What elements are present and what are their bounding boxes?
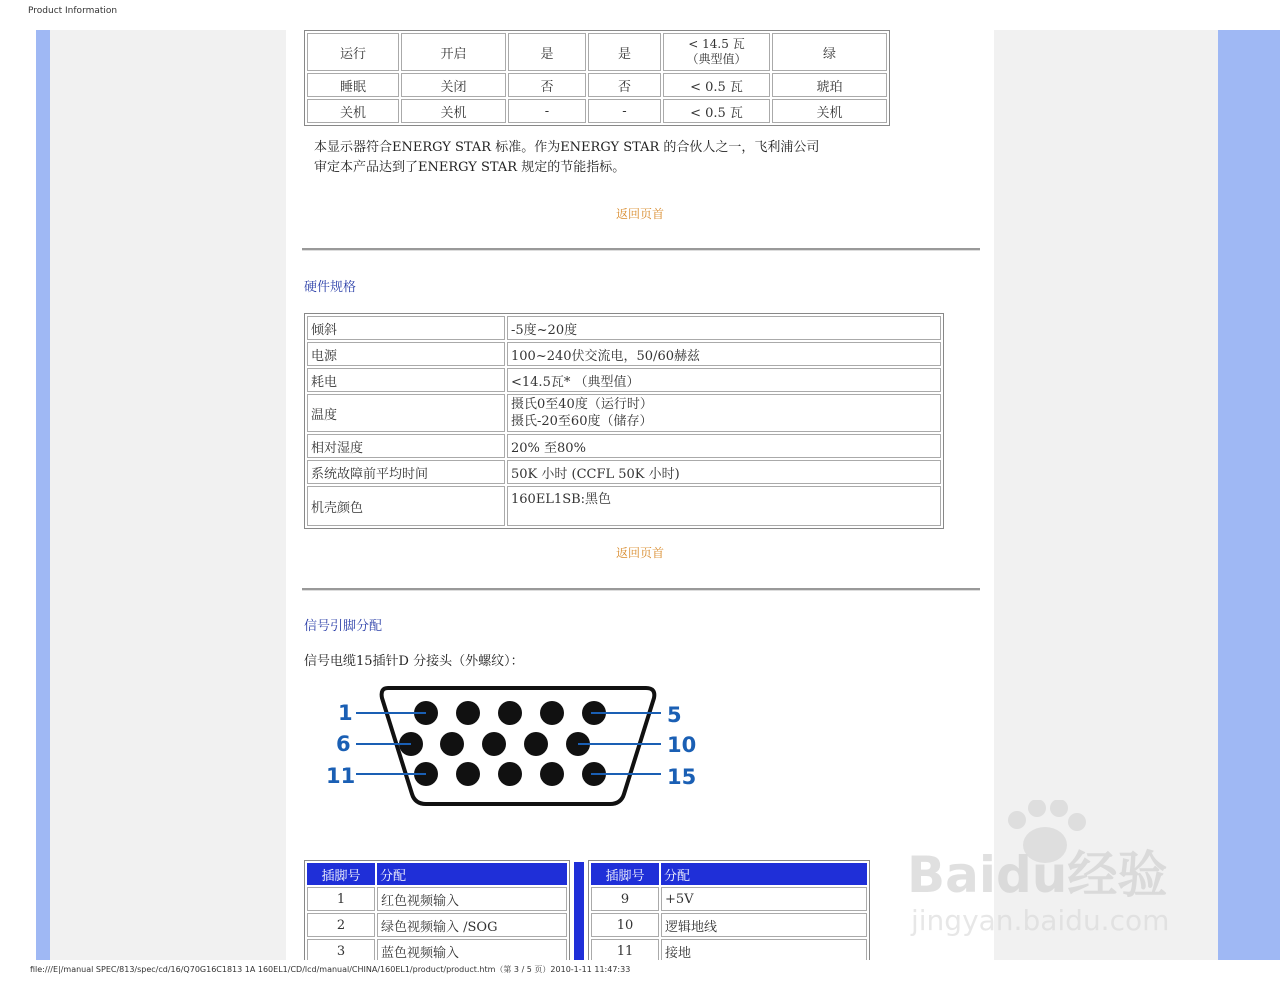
pin-14 (540, 762, 564, 786)
pin-label-1: 1 (338, 701, 353, 725)
print-footer: file:///E|/manual SPEC/813/spec/cd/16/Q70G16C1813 1A 160EL1/CD/lcd/manual/CHINA/160EL1/product/product.htm（第 3 / 5 页）2010-1-11 11:47:33 (30, 965, 631, 974)
table-row (307, 73, 887, 97)
spec-value: <14.5瓦* （典型值） (507, 368, 941, 392)
table-row (307, 99, 887, 123)
spec-value: 20% 至80% (507, 434, 941, 458)
table-cell: 睡眠 (307, 73, 399, 97)
pin-assignment: 逻辑地线 (661, 913, 867, 937)
spec-value: 160EL1SB:黑色 (507, 486, 941, 526)
table-cell: 关机 (772, 99, 887, 123)
back-to-top-link[interactable]: 返回页首 (616, 546, 665, 560)
table-cell: 是 (508, 33, 586, 71)
pin-label-6: 6 (336, 732, 351, 756)
left-gray-margin (50, 30, 286, 960)
table-row (307, 33, 887, 71)
table-row (307, 939, 567, 960)
column-header: 分配 (661, 863, 867, 885)
table-row (307, 887, 567, 911)
page-content (286, 30, 994, 960)
table-header-row (591, 863, 867, 885)
energy-star-paragraph (314, 138, 874, 178)
spec-key: 机壳颜色 (307, 486, 505, 526)
power-management-table (304, 30, 890, 126)
section-divider (302, 588, 980, 591)
pin-label-15: 15 (667, 765, 697, 789)
spec-value: -5度~20度 (507, 316, 941, 340)
table-row (307, 368, 941, 392)
spec-key: 电源 (307, 342, 505, 366)
table-row (307, 434, 941, 458)
left-blue-margin (36, 30, 50, 960)
spec-value: 摄氏0至40度（运行时） 摄氏-20至60度（储存） (507, 394, 941, 432)
spec-key: 系统故障前平均时间 (307, 460, 505, 484)
spec-key: 耗电 (307, 368, 505, 392)
column-header: 插脚号 (591, 863, 659, 885)
table-cell: - (588, 99, 661, 123)
table-cell: < 14.5 瓦 （典型值） (663, 33, 770, 71)
table-cell: 关机 (307, 99, 399, 123)
table-row (591, 939, 867, 960)
table-cell: 运行 (307, 33, 399, 71)
table-row (591, 887, 867, 911)
spec-value: 50K 小时 (CCFL 50K 小时) (507, 460, 941, 484)
table-cell: 否 (588, 73, 661, 97)
table-row (307, 486, 941, 526)
hardware-spec-heading: 硬件规格 (304, 280, 357, 295)
table-cell: 是 (588, 33, 661, 71)
pin-number: 10 (591, 913, 659, 937)
table-row (307, 394, 941, 432)
cable-description: 信号电缆15插针D 分接头（外螺纹）： (304, 654, 524, 669)
table-cell: < 0.5 瓦 (663, 99, 770, 123)
spec-key: 温度 (307, 394, 505, 432)
table-separator (574, 862, 584, 960)
hardware-spec-table (304, 313, 944, 529)
pin-3 (498, 701, 522, 725)
d-sub-connector-diagram (316, 670, 716, 820)
pin-assignment: 接地 (661, 939, 867, 960)
pin-assignment: 红色视频输入 (377, 887, 567, 911)
table-cell: 开启 (401, 33, 506, 71)
watermark-url: jingyan.baidu.com (911, 904, 1170, 937)
energy-star-line: 审定本产品达到了ENERGY STAR 规定的节能指标。 (314, 160, 626, 175)
pin-number: 9 (591, 887, 659, 911)
column-header: 插脚号 (307, 863, 375, 885)
pin-number: 11 (591, 939, 659, 960)
table-cell: - (508, 99, 586, 123)
pin-13 (498, 762, 522, 786)
pin-2 (456, 701, 480, 725)
pin-assignment: 绿色视频输入 /SOG (377, 913, 567, 937)
pin-7 (440, 732, 464, 756)
pin-label-11: 11 (326, 764, 356, 788)
pin-label-10: 10 (667, 733, 697, 757)
pin-assignment-table-left (304, 860, 570, 960)
table-row (307, 342, 941, 366)
right-blue-margin (1218, 30, 1280, 960)
table-cell: < 0.5 瓦 (663, 73, 770, 97)
pin-number: 1 (307, 887, 375, 911)
column-header: 分配 (377, 863, 567, 885)
table-row (591, 913, 867, 937)
table-cell: 关机 (401, 99, 506, 123)
pin-assignment: 蓝色视频输入 (377, 939, 567, 960)
pin-12 (456, 762, 480, 786)
table-row (307, 316, 941, 340)
energy-star-line: 本显示器符合ENERGY STAR 标准。作为ENERGY STAR 的合伙人之一，飞利浦公司 (314, 140, 820, 155)
spec-key: 相对湿度 (307, 434, 505, 458)
pin-assignment-table-right (588, 860, 870, 960)
table-row (307, 913, 567, 937)
pin-4 (540, 701, 564, 725)
section-divider (302, 248, 980, 251)
pin-label-5: 5 (667, 703, 682, 727)
pin-number: 2 (307, 913, 375, 937)
table-header-row (307, 863, 567, 885)
table-cell: 琥珀 (772, 73, 887, 97)
baidu-jingyan-watermark (905, 800, 1205, 940)
watermark-brand: Baidu经验 (907, 846, 1168, 904)
pin-assignment: +5V (661, 887, 867, 911)
spec-key: 倾斜 (307, 316, 505, 340)
pin-number: 3 (307, 939, 375, 960)
print-header: Product Information (28, 6, 118, 16)
table-row (307, 460, 941, 484)
pinout-heading: 信号引脚分配 (304, 619, 383, 634)
table-cell: 绿 (772, 33, 887, 71)
back-to-top-link[interactable]: 返回页首 (616, 207, 665, 221)
spec-value: 100~240伏交流电，50/60赫兹 (507, 342, 941, 366)
table-cell: 关闭 (401, 73, 506, 97)
pin-9 (524, 732, 548, 756)
pin-8 (482, 732, 506, 756)
table-cell: 否 (508, 73, 586, 97)
